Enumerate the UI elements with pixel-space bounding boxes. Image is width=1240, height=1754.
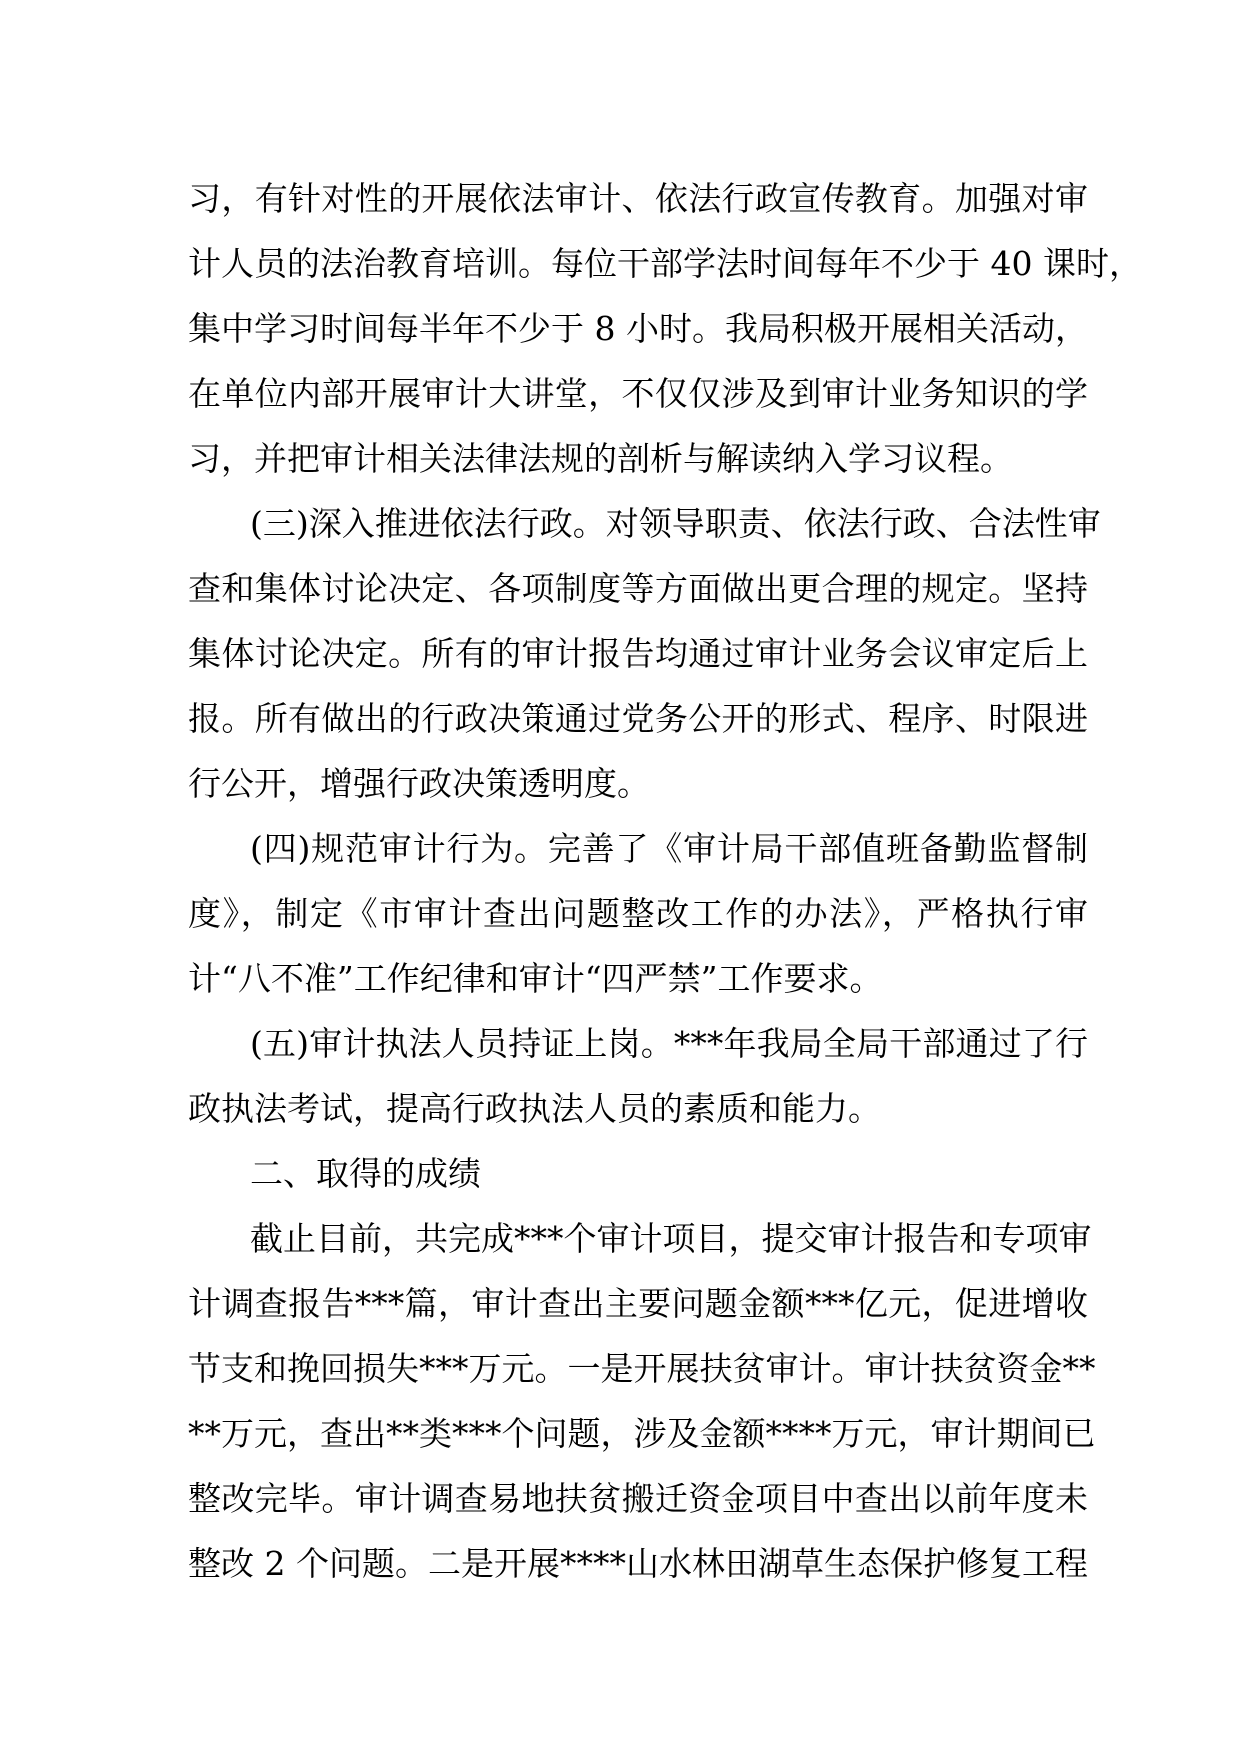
text-line: 计人员的法治教育培训。每位干部学法时间每年不少于 40 课时， bbox=[188, 244, 1142, 283]
text-line: 集中学习时间每半年不少于 8 小时。我局积极开展相关活动， bbox=[188, 309, 1088, 348]
text-line: 政执法考试，提高行政执法人员的素质和能力。 bbox=[188, 1089, 881, 1128]
text-line: 计调查报告***篇，审计查出主要问题金额***亿元，促进增收 bbox=[188, 1284, 1088, 1323]
text-line: 截止目前，共完成***个审计项目，提交审计报告和专项审 bbox=[250, 1219, 1092, 1258]
text-line: 报。所有做出的行政决策通过党务公开的形式、程序、时限进 bbox=[188, 699, 1088, 738]
text-line: 在单位内部开展审计大讲堂，不仅仅涉及到审计业务知识的学 bbox=[188, 374, 1088, 413]
text-line: 行公开，增强行政决策透明度。 bbox=[188, 764, 650, 803]
text-line: 习，有针对性的开展依法审计、依法行政宣传教育。加强对审 bbox=[188, 179, 1088, 218]
text-line: 查和集体讨论决定、各项制度等方面做出更合理的规定。坚持 bbox=[188, 569, 1088, 608]
text-line: 整改完毕。审计调查易地扶贫搬迁资金项目中查出以前年度未 bbox=[188, 1479, 1088, 1518]
text-line: (五)审计执法人员持证上岗。***年我局全局干部通过了行 bbox=[250, 1024, 1088, 1063]
text-line: **万元，查出**类***个问题，涉及金额****万元，审计期间已 bbox=[188, 1414, 1096, 1453]
text-line: 计“八不准”工作纪律和审计“四严禁”工作要求。 bbox=[188, 959, 883, 998]
text-line: 度》，制定《市审计查出问题整改工作的办法》，严格执行审 bbox=[188, 894, 1088, 933]
text-line: 整改 2 个问题。二是开展****山水林田湖草生态保护修复工程 bbox=[188, 1544, 1088, 1583]
text-line: 节支和挽回损失***万元。一是开展扶贫审计。审计扶贫资金** bbox=[188, 1349, 1096, 1388]
text-line: (四)规范审计行为。完善了《审计局干部值班备勤监督制 bbox=[250, 829, 1088, 868]
text-line: 集体讨论决定。所有的审计报告均通过审计业务会议审定后上 bbox=[188, 634, 1088, 673]
text-line: 二、取得的成绩 bbox=[250, 1154, 481, 1193]
text-line: (三)深入推进依法行政。对领导职责、依法行政、合法性审 bbox=[250, 504, 1101, 543]
text-line: 习，并把审计相关法律法规的剖析与解读纳入学习议程。 bbox=[188, 439, 1013, 478]
document-body bbox=[188, 166, 1142, 1596]
